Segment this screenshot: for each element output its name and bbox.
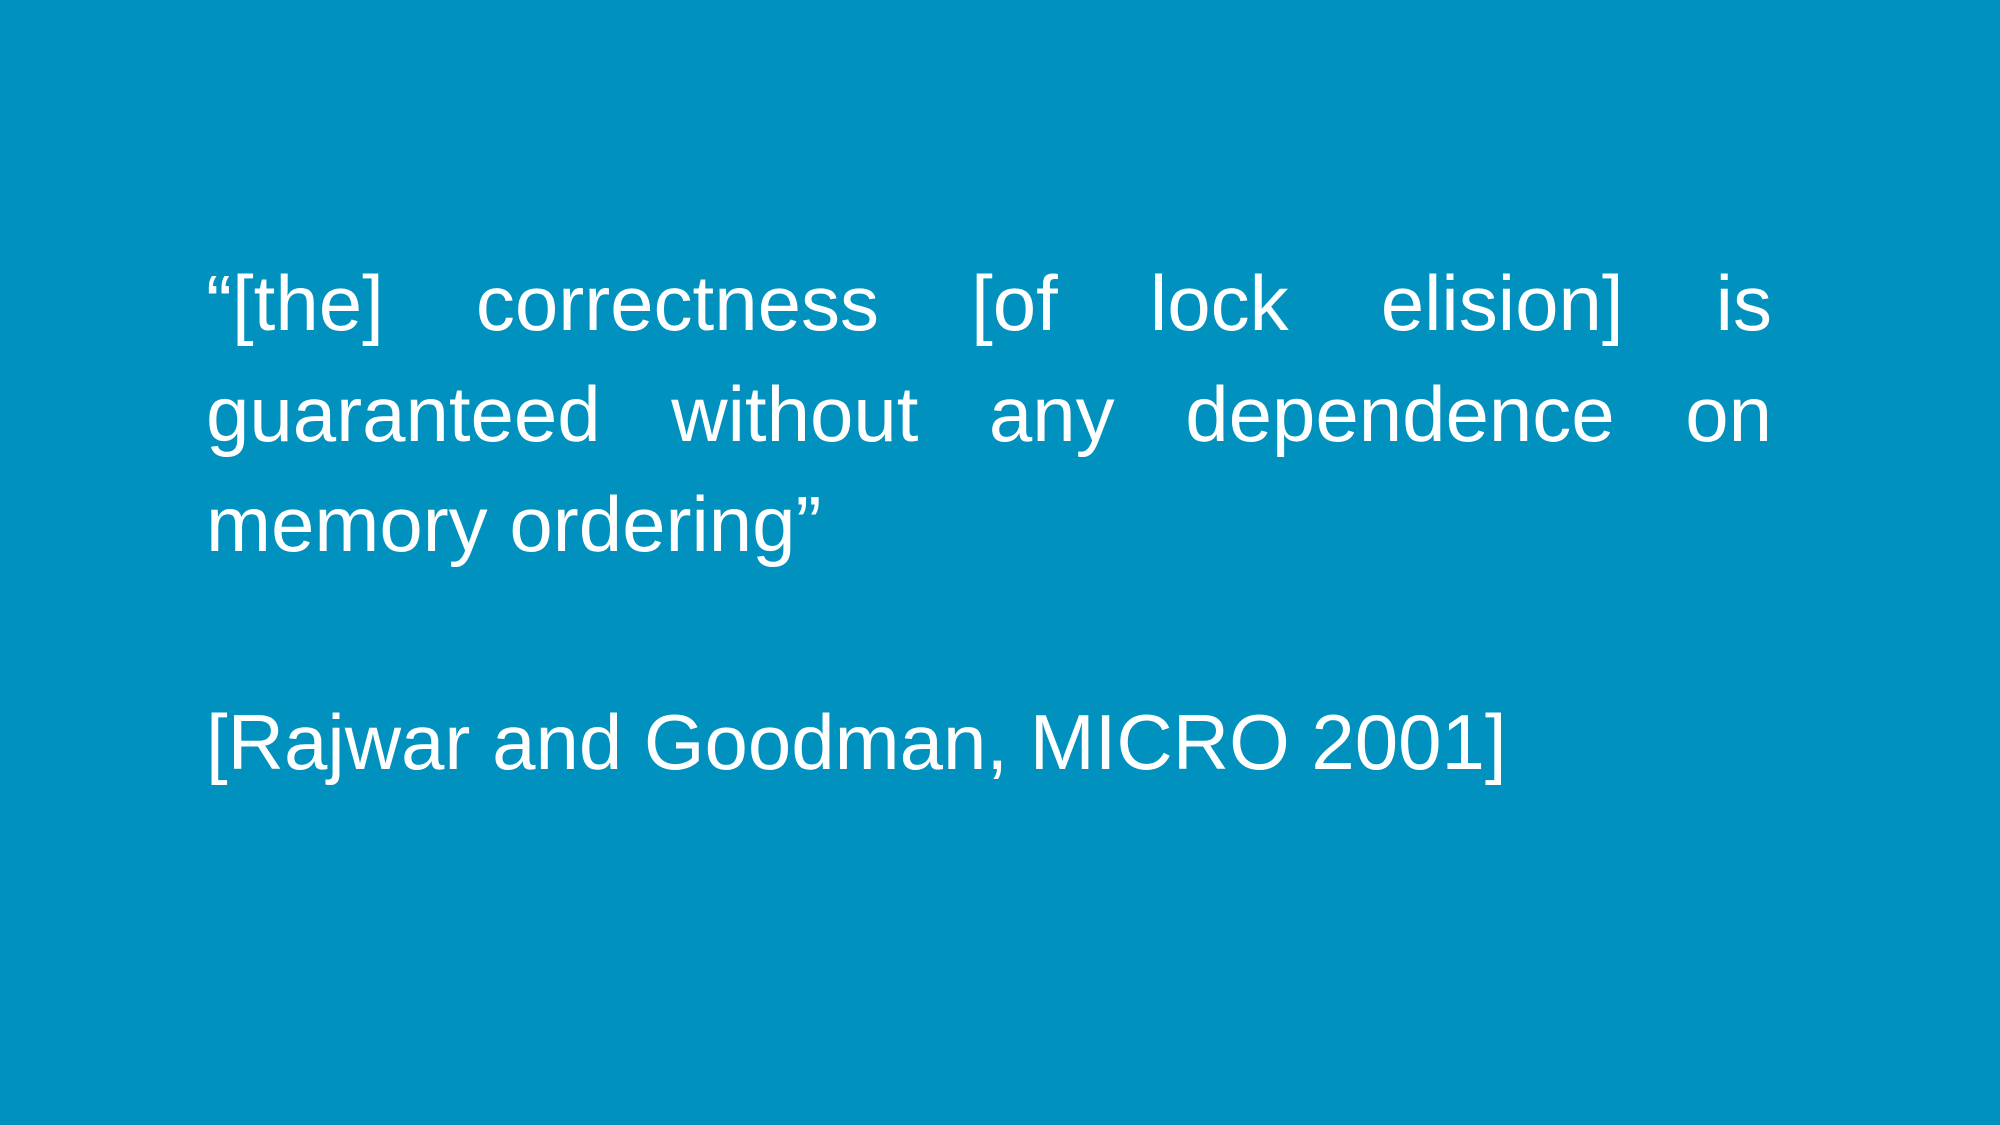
quote-word: dependence [1185, 370, 1615, 458]
quote-line-1 [206, 248, 1772, 358]
quote-word: without [671, 370, 919, 458]
quote-word: is [1715, 259, 1772, 347]
quote-word: elision] [1380, 259, 1624, 347]
quote-word: “[the] [206, 259, 384, 347]
quote-line-2 [206, 359, 1772, 469]
quote-word: guaranteed [206, 370, 601, 458]
quote-line-3: memory ordering” [206, 480, 822, 568]
quote-word: correctness [475, 259, 879, 347]
quote-word: lock [1149, 259, 1289, 347]
quote-word: [of [971, 259, 1058, 347]
quote-word: any [988, 370, 1115, 458]
citation: [Rajwar and Goodman, MICRO 2001] [206, 698, 1507, 786]
quote-word: on [1685, 370, 1772, 458]
